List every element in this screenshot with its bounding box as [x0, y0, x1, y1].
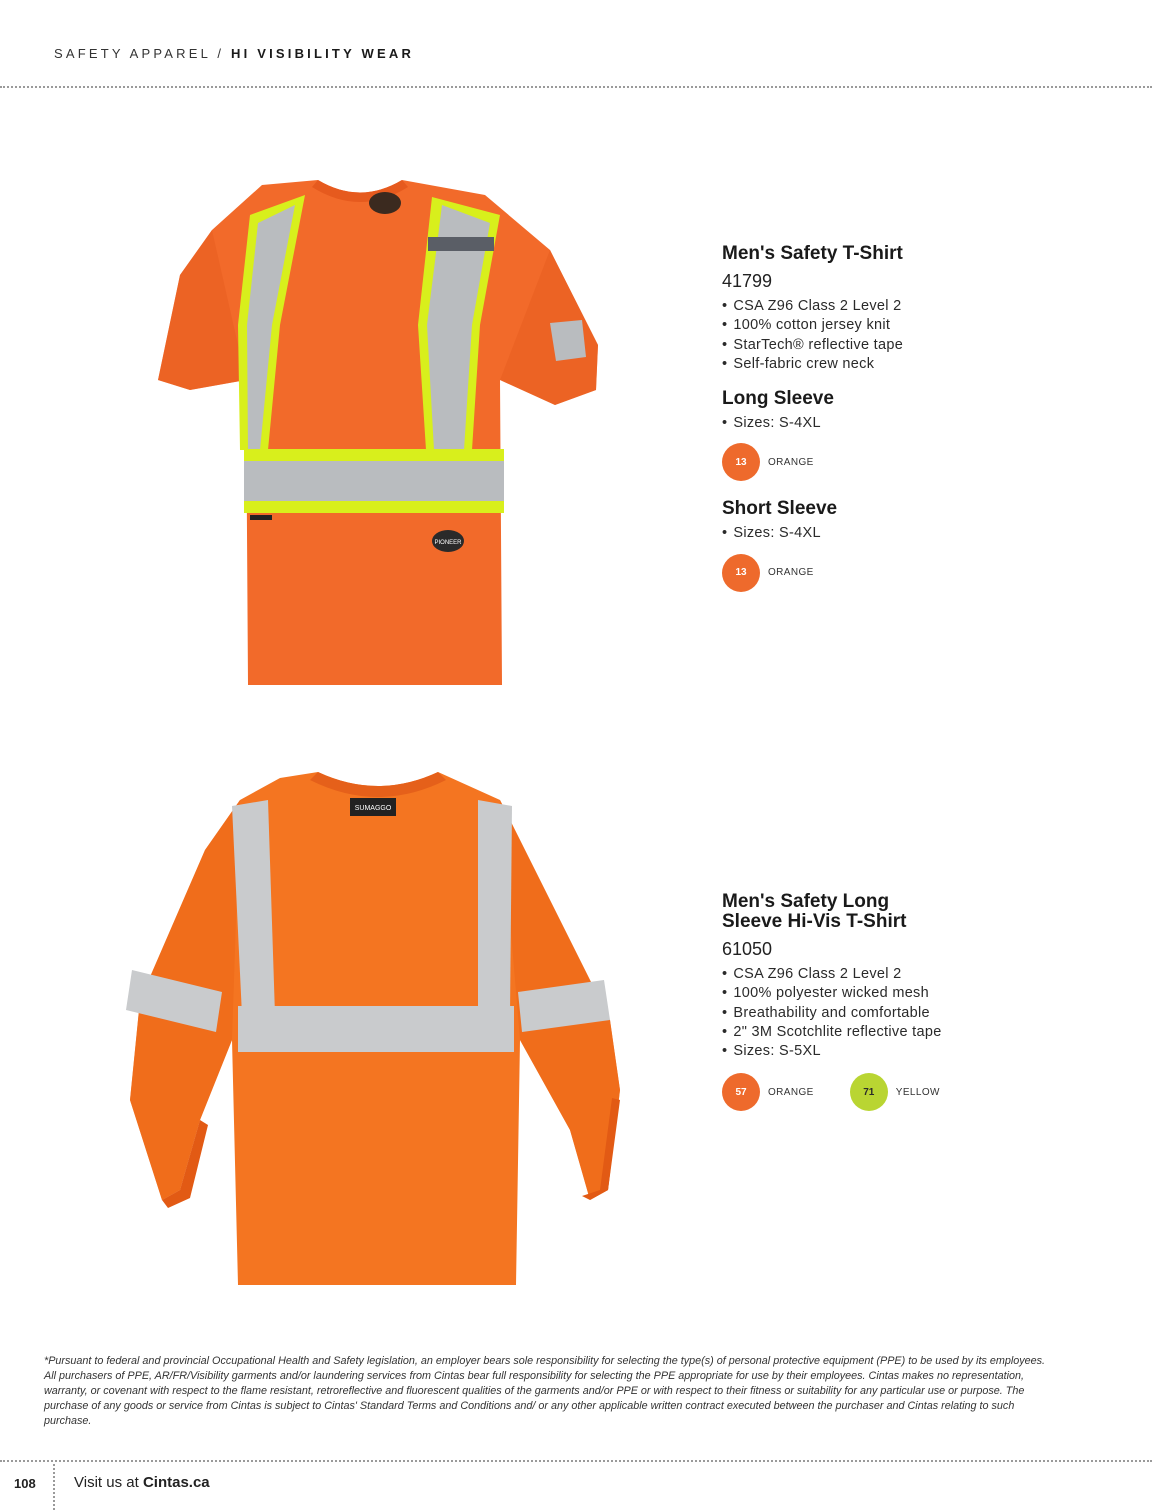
color-swatch-dot[interactable]: 13 [722, 443, 760, 481]
footer-vertical-divider [53, 1464, 55, 1510]
variant-title-long-sleeve: Long Sleeve [722, 388, 834, 410]
product-61050 [722, 892, 1122, 1111]
color-swatches [722, 554, 1122, 592]
feature-item: • Self-fabric crew neck [722, 355, 1122, 374]
color-label: ORANGE [768, 567, 814, 579]
feature-item: • StarTech® reflective tape [722, 336, 1122, 355]
size-item: • Sizes: S-4XL [722, 524, 1122, 543]
color-label: ORANGE [768, 1086, 814, 1098]
feature-list [722, 965, 1122, 1061]
product-sku: 41799 [722, 271, 773, 291]
color-label: YELLOW [895, 1086, 940, 1098]
visit-text: Visit us at [74, 1474, 139, 1491]
feature-item: • 100% cotton jersey knit [722, 316, 1122, 335]
footer-visit [74, 1474, 210, 1491]
color-option-yellow[interactable] [850, 1073, 940, 1111]
feature-item: • CSA Z96 Class 2 Level 2 [722, 297, 1122, 316]
product-sku: 61050 [722, 939, 773, 959]
brand-logo-sumaggo: SUMAGGO [354, 805, 392, 812]
brand-logo-pioneer: PIONEER [434, 540, 462, 546]
variant-size-list [722, 414, 1122, 433]
color-swatch-dot[interactable]: 13 [722, 554, 760, 592]
color-option-orange[interactable] [722, 554, 814, 592]
header-divider [0, 86, 1152, 88]
shirt-body [158, 180, 598, 685]
legal-footnote: *Pursuant to federal and provincial Occupational Health and Safety legislation, an employer bears sole responsibility for selecting the type(s) of personal protective equipment (PPE) to be used by its employees. All purchasers of PPE, AR/FR/Visibility garments and/or laundering services from Cintas bear full responsibility for selecting the PPE appropriate for use by their employees. Cintas makes no representation, warranty, or covenant with respect to the flame resistant, retroreflective and fluorescent qualities of the garments and/or PPE or with respect to their fitness or suitability for any particular use or purpose. The purchase of any goods or service from Cintas is subject to Cintas' Standard Terms and Conditions and/ or any other applicable written contract executed between the purchaser and Cintas relating to such purchase. [44, 1355, 1046, 1427]
feature-item: • Breathability and comfortable [722, 1004, 1122, 1023]
color-swatch-dot[interactable]: 57 [722, 1073, 760, 1111]
feature-list [722, 297, 1122, 374]
size-item: • Sizes: S-4XL [722, 414, 1122, 433]
product-41799 [722, 244, 1122, 592]
color-option-orange[interactable] [722, 443, 814, 481]
color-option-orange[interactable] [722, 1073, 814, 1111]
product-image-41799 [150, 175, 610, 690]
page-number: 108 [14, 1476, 36, 1491]
variant-size-list [722, 524, 1122, 543]
breadcrumb-section[interactable]: SAFETY APPAREL / [54, 46, 225, 61]
color-swatch-dot[interactable]: 71 [850, 1073, 888, 1111]
product-title[interactable] [722, 892, 1122, 932]
footer-divider [0, 1460, 1152, 1462]
product-title-line2: Sleeve Hi-Vis T-Shirt [722, 911, 907, 932]
breadcrumb-subsection[interactable]: HI VISIBILITY WEAR [231, 46, 415, 61]
product-image-61050 [120, 770, 620, 1295]
feature-item: • Sizes: S-5XL [722, 1042, 1122, 1061]
variant-title-short-sleeve: Short Sleeve [722, 498, 838, 520]
feature-item: • 100% polyester wicked mesh [722, 984, 1122, 1003]
color-label: ORANGE [768, 456, 814, 468]
product-title[interactable]: Men's Safety T-Shirt [722, 243, 903, 264]
feature-item: • 2" 3M Scotchlite reflective tape [722, 1023, 1122, 1042]
product-title-line1: Men's Safety Long [722, 891, 890, 912]
color-swatches [722, 443, 1122, 481]
color-swatches [722, 1073, 1122, 1111]
feature-item: • CSA Z96 Class 2 Level 2 [722, 965, 1122, 984]
site-link[interactable]: Cintas.ca [142, 1474, 210, 1491]
breadcrumb [54, 46, 414, 61]
